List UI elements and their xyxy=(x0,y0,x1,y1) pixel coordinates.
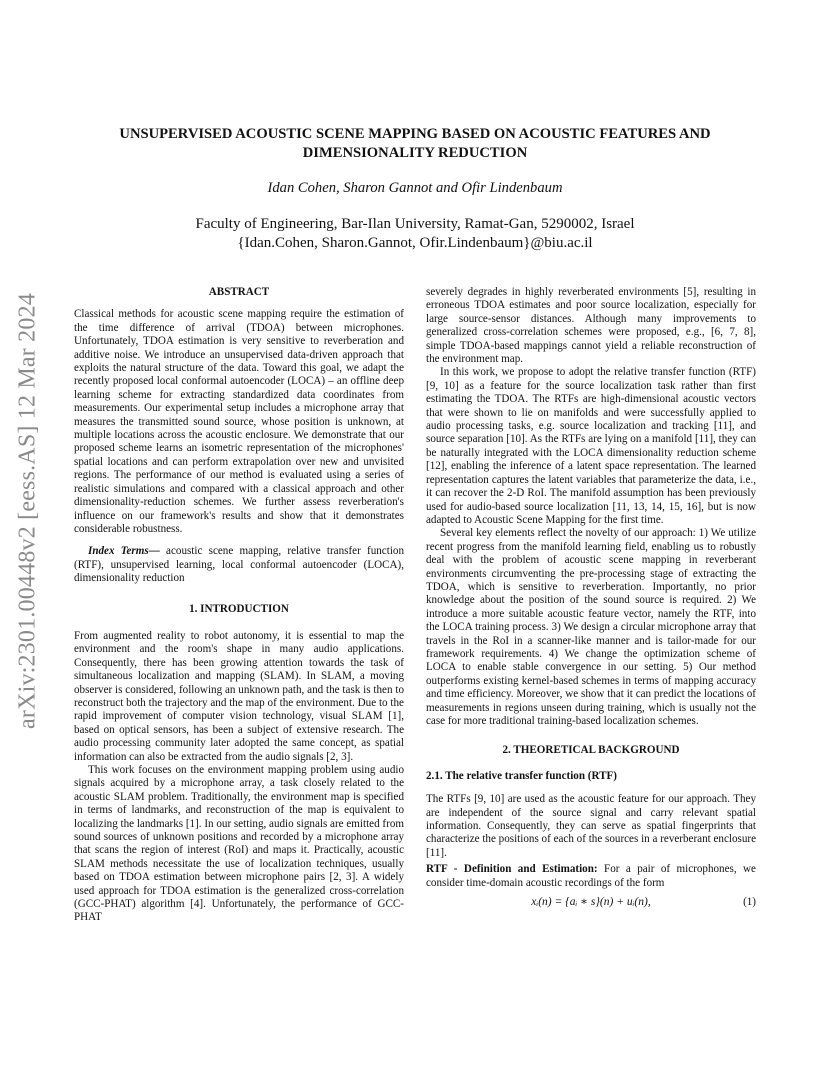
title-line-1: UNSUPERVISED ACOUSTIC SCENE MAPPING BASED ON ACOUSTIC FEATURES AND xyxy=(119,126,711,142)
index-terms-text: acoustic scene mapping, relative transfer function (RTF), unsupervised learning, local conformal autoencoder (LOCA), dimensionality reduction xyxy=(74,545,404,585)
abstract-heading: ABSTRACT xyxy=(208,286,270,298)
intro-heading: 1. INTRODUCTION xyxy=(189,602,289,615)
rtf-subsection-heading: 2.1. The relative transfer function (RTF) xyxy=(426,769,617,782)
background-paragraph-1: The RTFs [9, 10] are used as the acoustic feature for our approach. They are independent of the source signal and carry relevant spatial information. Consequently, they can serve as spatial fingerprints that characterize the positions of each of the sources in a reverberant enclosure [11]. xyxy=(426,793,756,859)
intro-paragraph-5: Several key elements reflect the novelty of our approach: 1) We utilize recent progress from the manifold learning field, enabling us to robustly deal with the problem of acoustic scene mapping in reverberant environments circumventing the pre-processing stage of extracting the TDOA, which is sensitive to reverberation. Importantly, no prior knowledge about the position of the sound source is required. 2) We introduce a more suitable acoustic feature vector, namely the RTF, into the LOCA training process. 3) We design a circular microphone array that travels in the RoI in a scanner-like manner and is tailor-made for our framework requirements. 4) We change the optimization scheme of LOCA to enable stable convergence in our setting. 5) Our method outperforms existing kernel-based schemes in terms of mapping accuracy and time efficiency. Moreover, we show that it can predict the locations of measurements in regions unseen during training, which is usually not the case for more traditional training-based localization schemes. xyxy=(426,527,756,727)
right-column xyxy=(426,286,756,914)
arxiv-identifier: arXiv:2301.00448v2 [eess.AS] 12 Mar 2024 xyxy=(14,293,41,729)
equation-1 xyxy=(426,896,756,914)
index-terms-label: Index Terms— xyxy=(88,545,160,558)
emails: {Idan.Cohen, Sharon.Gannot, Ofir.Lindenbaum}@biu.ac.il xyxy=(237,235,593,251)
title-line-2: DIMENSIONALITY REDUCTION xyxy=(302,145,528,161)
equation-number: (1) xyxy=(743,896,756,909)
background-heading: 2. THEORETICAL BACKGROUND xyxy=(502,744,680,757)
authors: Idan Cohen, Sharon Gannot and Ofir Lindenbaum xyxy=(267,180,563,196)
rtf-definition-text: For a pair of microphones, we consider time-domain acoustic recordings of the form xyxy=(426,863,756,889)
left-column xyxy=(74,286,404,925)
intro-paragraph-2: This work focuses on the environment mapping problem using audio signals acquired by a microphone array, a task closely related to the acoustic SLAM problem. Traditionally, the environment map is specified in terms of landmarks, and reconstruction of the map is equivalent to localizing the landmarks [1]. In our setting, audio signals are emitted from sound sources of unknown positions and recorded by a microphone array that scans the region of interest (RoI) and maps it. Practically, acoustic SLAM methods necessitate the use of localization techniques, usually based on TDOA estimation between microphone pairs [2, 3]. A widely used approach for TDOA estimation is the generalized cross-correlation (GCC-PHAT) algorithm [4]. Unfortunately, the performance of GCC-PHAT xyxy=(74,764,404,924)
rtf-definition xyxy=(426,863,756,890)
intro-paragraph-3: severely degrades in highly reverberated environments [5], resulting in erroneous TDOA estimates and poor source localization, especially for large source-sensor distances. Although many improvements to generalized cross-correlation schemes were proposed, e.g., [6, 7, 8], simple TDOA-based mappings cannot yield a reliable reconstruction of the environment map. xyxy=(426,286,756,366)
paper-title xyxy=(80,125,750,163)
affiliation-block xyxy=(80,215,750,253)
rtf-definition-label: RTF - Definition and Estimation: xyxy=(426,863,598,876)
abstract-text: Classical methods for acoustic scene mapping require the estimation of the time difference of arrival (TDOA) between microphones. Unfortunately, TDOA estimation is very sensitive to reverberation and additive noise. We introduce an unsupervised data-driven approach that exploits the natural structure of the data. Toward this goal, we adapt the recently proposed local conformal autoencoder (LOCA) – an offline deep learning scheme for extracting standardized data coordinates from measurements. Our experimental setup includes a microphone array that measures the transmitted sound source, whose position is unknown, at multiple locations across the acoustic enclosure. We demonstrate that our proposed scheme learns an isometric representation of the microphones' spatial locations and can perform extrapolation over new and unvisited regions. The performance of our method is evaluated using a series of realistic simulations and compared with a classical approach and other dimensionality-reduction schemes. We further assess reverberation's influence on our framework's results and show that it demonstrates considerable robustness. xyxy=(74,308,404,535)
affiliation: Faculty of Engineering, Bar-Ilan University, Ramat-Gan, 5290002, Israel xyxy=(195,216,635,232)
equation-body: xᵢ(n) = {aᵢ ∗ s}(n) + uᵢ(n), xyxy=(531,896,651,909)
arxiv-sidebar xyxy=(10,276,46,746)
intro-paragraph-1: From augmented reality to robot autonomy, it is essential to map the environment and the room's shape in many audio applications. Consequently, there has been growing attention towards the task of simultaneous localization and mapping (SLAM). In SLAM, a moving observer is considered, following an unknown path, and the task is then to reconstruct both the trajectory and the map of the environment. Due to the rapid improvement of computer vision technology, visual SLAM [1], based on optical sensors, has been a subject of extensive research. The audio processing community later adopted the same concept, as spatial information can also be extracted from the audio signals [2, 3]. xyxy=(74,629,404,763)
index-terms xyxy=(74,545,404,585)
intro-paragraph-4: In this work, we propose to adopt the relative transfer function (RTF) [9, 10] as a feature for the source localization task rather than first estimating the TDOA. The RTFs are high-dimensional acoustic vectors that were shown to lie on manifolds and were successfully applied to audio processing tasks, e.g. source localization and tracking [11], and source separation [10]. As the RTFs are lying on a manifold [11], they can be naturally integrated with the LOCA dimensionality reduction scheme [12], enabling the inference of a latent space representation. The learned representation captures the latent variables that parameterize the data, i.e., it can recover the 2-D RoI. The manifold assumption has been previously used for audio-based source localization [11, 13, 14, 15, 16], but is now adapted to Acoustic Scene Mapping for the first time. xyxy=(426,366,756,526)
